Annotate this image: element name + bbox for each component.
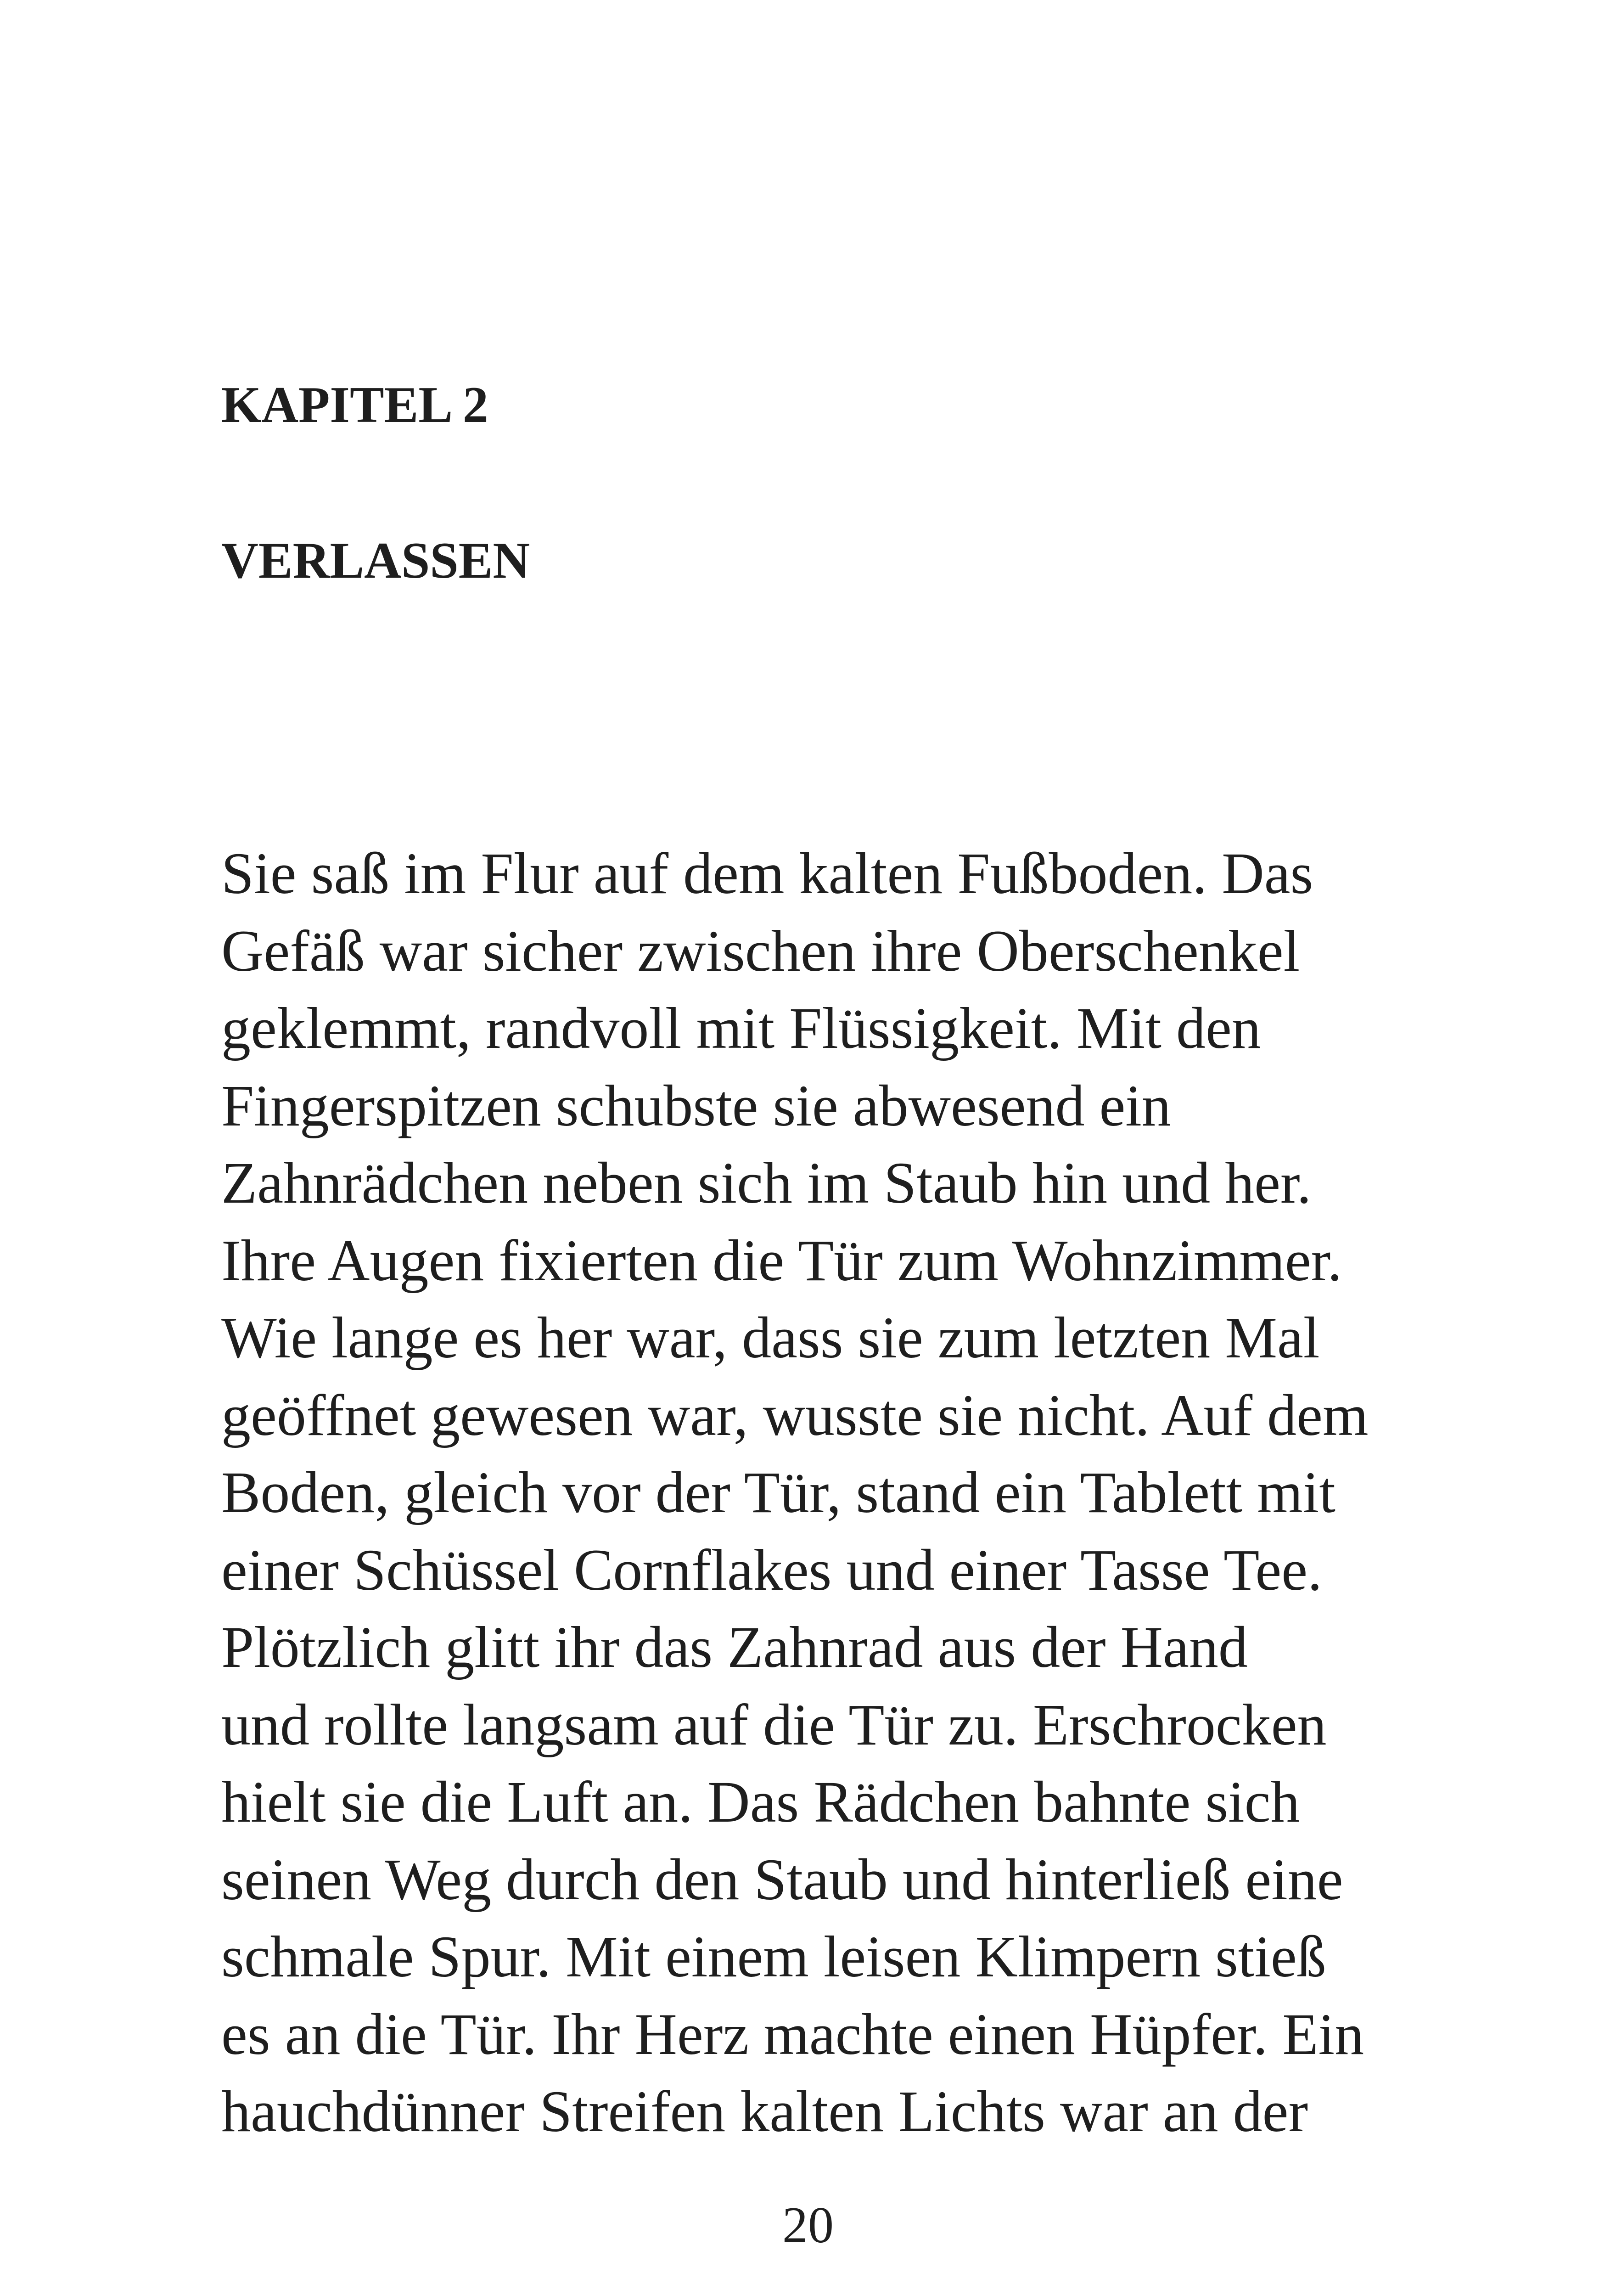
text-line: und rollte langsam auf die Tür zu. Erschrocken	[221, 1692, 1327, 1757]
text-line: Ihre Augen fixierten die Tür zum Wohnzimmer.	[221, 1227, 1342, 1293]
text-line: Boden, gleich vor der Tür, stand ein Tablett mit	[221, 1460, 1335, 1525]
page-number: 20	[782, 2197, 834, 2254]
text-line: Wie lange es her war, dass sie zum letzten Mal	[221, 1305, 1320, 1370]
text-line: Zahnrädchen neben sich im Staub hin und her.	[221, 1150, 1312, 1216]
text-line: Plötzlich glitt ihr das Zahnrad aus der Hand	[221, 1615, 1248, 1680]
chapter-number: KAPITEL 2	[221, 377, 488, 433]
text-line: Gefäß war sicher zwischen ihre Oberschenkel	[221, 918, 1300, 984]
text-line: einer Schüssel Cornflakes und einer Tasse Tee.	[221, 1537, 1322, 1603]
text-line: Sie saß im Flur auf dem kalten Fußboden. Das	[221, 841, 1313, 906]
text-line: geklemmt, randvoll mit Flüssigkeit. Mit den	[221, 996, 1261, 1061]
body-text	[221, 835, 1424, 2150]
text-line: geöffnet gewesen war, wusste sie nicht. Auf dem	[221, 1382, 1369, 1448]
text-line: seinen Weg durch den Staub und hinterließ eine	[221, 1846, 1343, 1912]
text-line: hielt sie die Luft an. Das Rädchen bahnte sich	[221, 1769, 1300, 1835]
text-line: schmale Spur. Mit einem leisen Klimpern stieß	[221, 1924, 1326, 1989]
chapter-title: VERLASSEN	[221, 532, 530, 589]
text-line: es an die Tür. Ihr Herz machte einen Hüpfer. Ein	[221, 2001, 1364, 2067]
text-line: Fingerspitzen schubste sie abwesend ein	[221, 1073, 1171, 1138]
text-line: hauchdünner Streifen kalten Lichts war an der	[221, 2079, 1308, 2144]
